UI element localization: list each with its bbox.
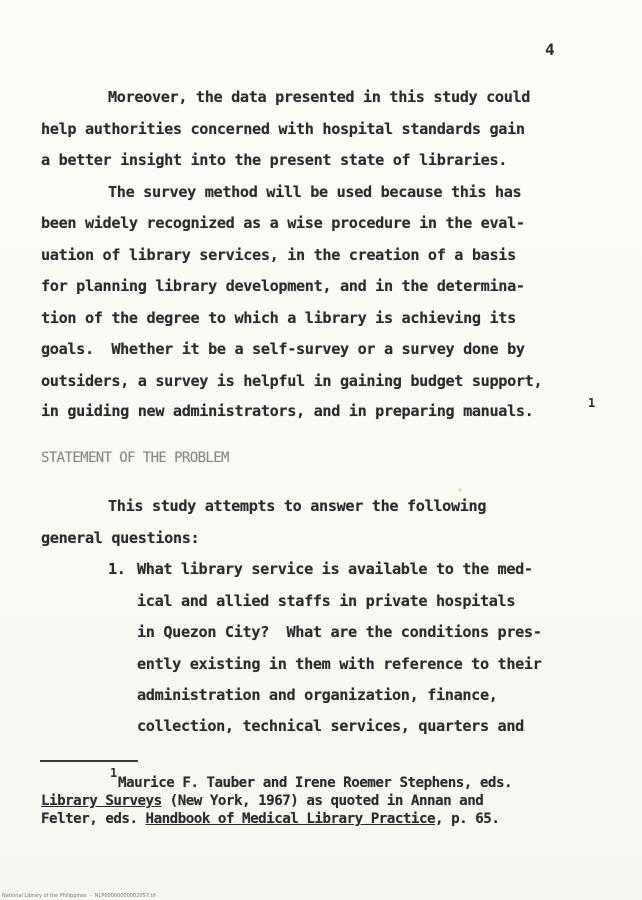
paragraph-2-line-8: in guiding new administrators, and in preparing manuals.	[41, 402, 534, 420]
footnote-line-3-end: , p. 65.	[435, 811, 500, 827]
paragraph-3-line-2: general questions:	[41, 529, 200, 547]
paragraph-2-line-3: uation of library services, in the creation of a basis	[41, 246, 516, 264]
paragraph-2-line-6: goals. Whether it be a self-survey or a survey done by	[41, 340, 525, 358]
list-item-1-number: 1.	[108, 560, 126, 578]
list-item-1-line-3: in Quezon City? What are the conditions pres-	[137, 623, 542, 641]
paragraph-2-line-1: The survey method will be used because this has	[108, 183, 522, 201]
footnote-line-3-start: Felter, eds.	[41, 811, 146, 827]
footnote-reference: 1	[588, 396, 596, 410]
list-item-1-line-5: administration and organization, finance,	[137, 686, 498, 704]
footnote-title-handbook: Handbook of Medical Library Practice	[145, 811, 436, 827]
list-item-1-line-2: ical and allied staffs in private hospitals	[137, 592, 516, 610]
footnote-line-2-rest: (New York, 1967) as quoted in Annan and	[161, 793, 484, 809]
list-item-1-line-6: collection, technical services, quarters and	[137, 717, 524, 735]
paper-speck	[458, 488, 462, 492]
paragraph-2-line-2: been widely recognized as a wise procedure in the eval-	[41, 214, 525, 232]
paragraph-2-line-5: tion of the degree to which a library is achieving its	[41, 309, 516, 327]
footnote-line-1: Maurice F. Tauber and Irene Roemer Stephens, eds.	[118, 775, 513, 791]
footnote-line-2	[41, 793, 483, 810]
paragraph-2-line-7: outsiders, a survey is helpful in gaining budget support,	[41, 372, 543, 390]
paragraph-1-line-1: Moreover, the data presented in this study could	[108, 88, 531, 106]
scan-footer: National Library of the Philippines - NLP00000000002057.tif	[2, 893, 156, 899]
footnote-line-3	[41, 811, 499, 828]
footnote-separator	[40, 760, 138, 762]
paragraph-3-line-1: This study attempts to answer the following	[108, 497, 487, 515]
list-item-1-line-1: What library service is available to the med-	[137, 560, 533, 578]
section-heading: STATEMENT OF THE PROBLEM	[41, 450, 229, 466]
list-item-1-line-4: ently existing in them with reference to their	[137, 655, 542, 673]
footnote-marker: 1	[110, 766, 118, 780]
paragraph-1-line-3: a better insight into the present state of libraries.	[41, 151, 508, 169]
paragraph-2-line-4: for planning library development, and in the determina-	[41, 277, 525, 295]
page-number: 4	[545, 40, 555, 59]
footnote-title-library-surveys: Library Surveys	[41, 793, 162, 809]
paragraph-1-line-2: help authorities concerned with hospital standards gain	[41, 120, 525, 138]
